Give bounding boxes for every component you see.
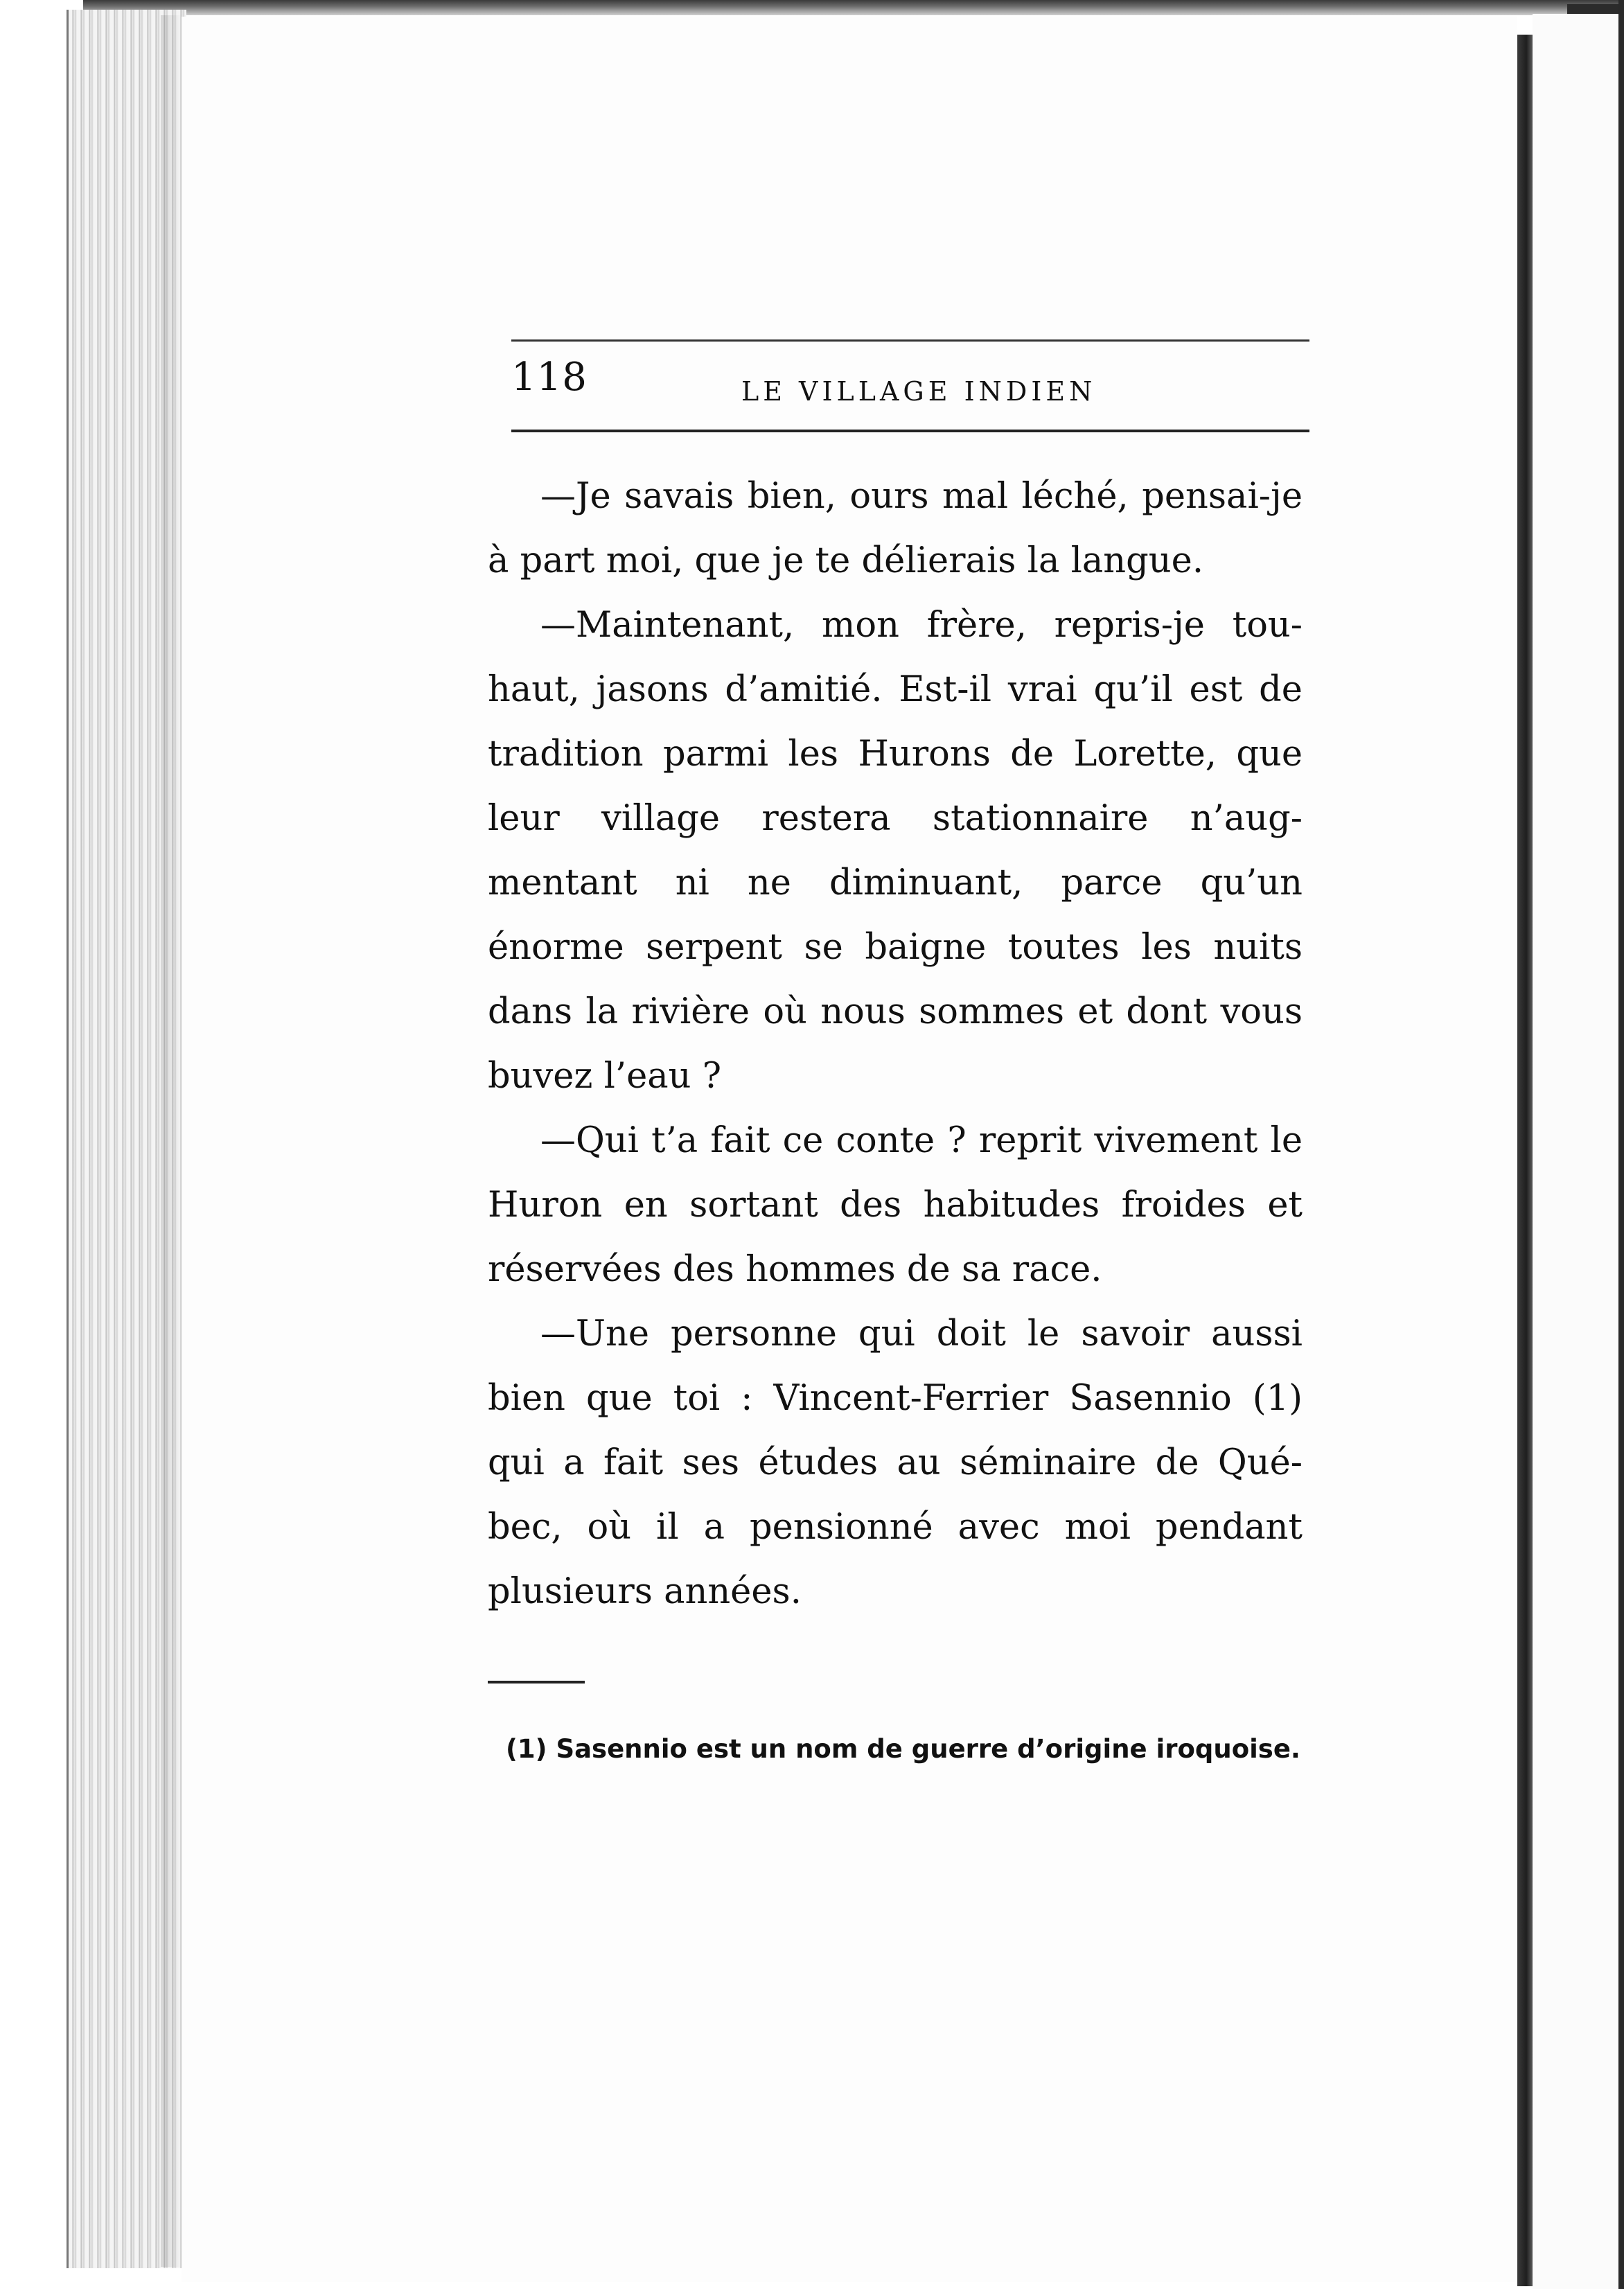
running-title: LE VILLAGE INDIEN [741,376,1097,407]
paragraph: —Je savais bien, ours mal léché, pensai-je à part moi, que je te délierais la langue. [488,476,1303,581]
paragraph: —Maintenant, mon frère, repris-je tou-haut, jasons d’amitié. Est-il vrai qu’il est de tradition parmi les Hurons de Lorette, que leur village restera stationnaire n’aug-mentant ni ne diminuant, parce qu’un énorme serpent se baigne toutes les nuits dans la rivière où nous sommes et dont vous buvez l’eau ? [488,605,1303,1097]
header-rule-top [511,339,1309,342]
header-rule-bottom [511,430,1309,432]
scan-right-border [1517,35,1533,2286]
scan-top-edge [83,0,1624,15]
body-text [488,464,1303,1624]
scan-right-edge [1618,0,1624,2289]
footnote-rule [488,1681,585,1683]
page-number: 118 [511,355,588,400]
paragraph: —Une personne qui doit le savoir aussi bien que toi : Vincent-Ferrier Sasennio (1) qui a fait ses études au séminaire de Qué-bec, où il a pensionné avec moi pendant plusieurs années. [488,1314,1303,1612]
facing-page-strip [1533,14,1624,2289]
footnote: (1) Sasennio est un nom de guerre d’origine iroquoise. [506,1734,1300,1764]
gutter-shadow [161,15,182,2267]
paragraph: —Qui t’a fait ce conte ? reprit vivement le Huron en sortant des habitudes froides et réservées des hommes de sa race. [488,1120,1303,1290]
